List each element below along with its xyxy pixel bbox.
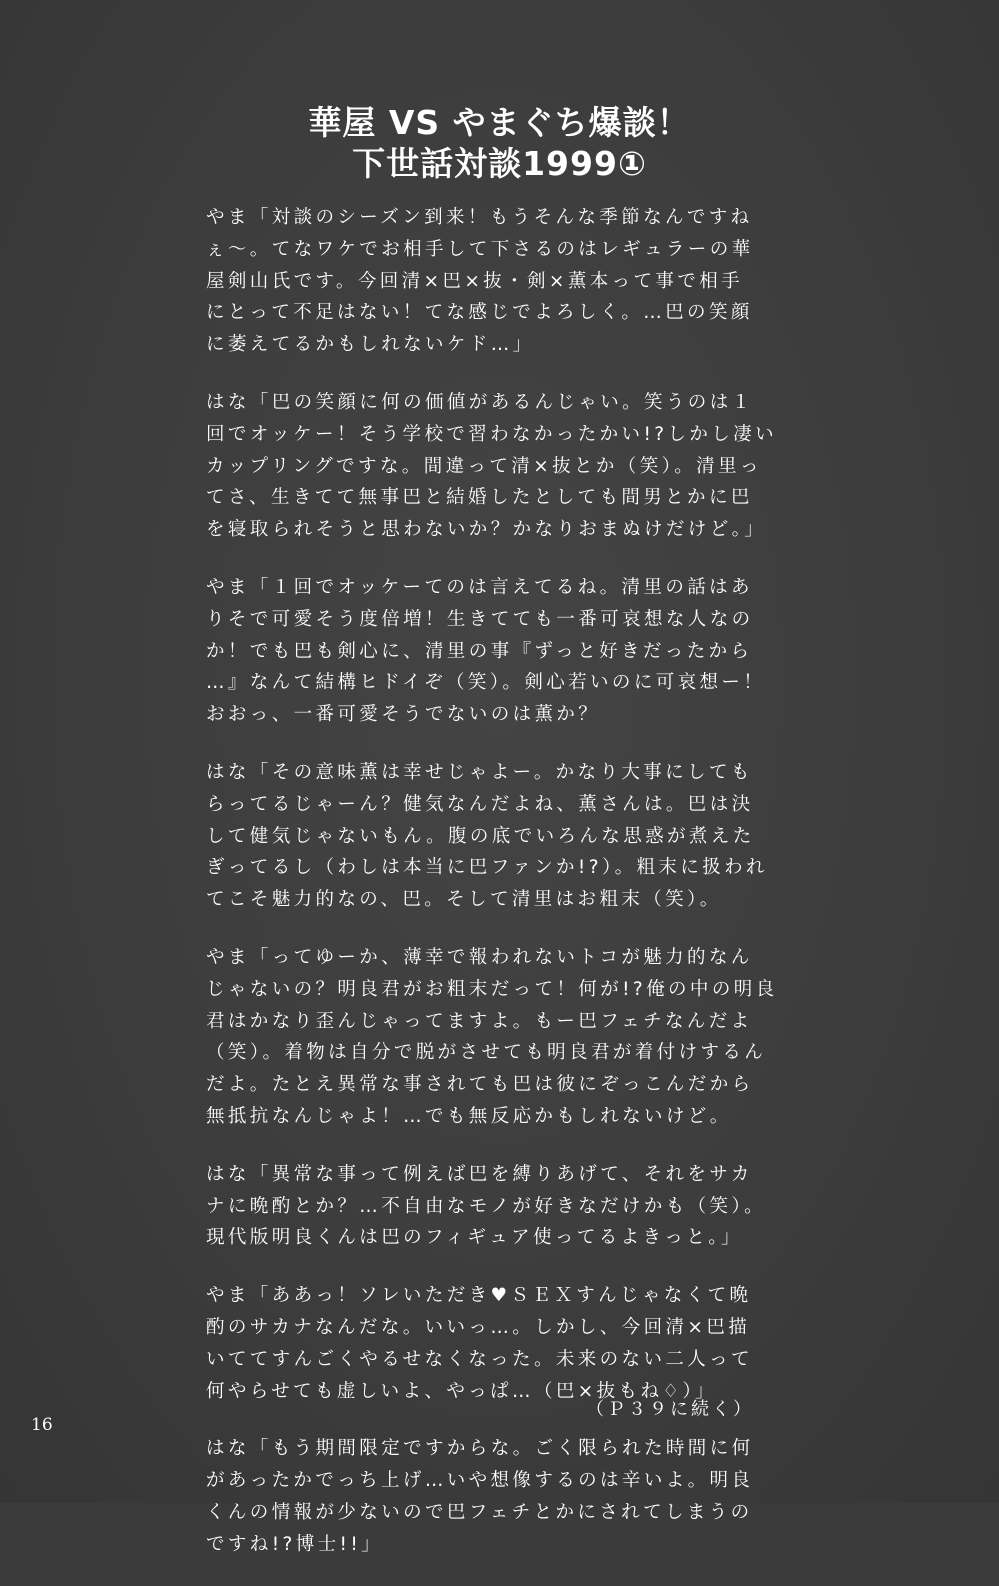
paragraph-line: にとって不足はない！てな感じでよろしく。…巴の笑顔 <box>206 302 753 324</box>
paragraph-line: か！でも巴も剣心に、清里の事『ずっと好きだったから <box>206 640 753 662</box>
paragraph-line: てさ、生きてて無事巴と結婚したとしても間男とかに巴 <box>206 487 753 509</box>
paragraph-line: はな「もう期間限定ですからな。ごく限られた時間に何 <box>206 1438 754 1460</box>
paragraph-line: だよ。たとえ異常な事されても巴は彼にぞっこんだから <box>206 1074 754 1096</box>
paragraph-line: して健気じゃないもん。腹の底でいろんな思惑が煮えた <box>206 825 755 847</box>
continued-note: （Ｐ３９に続く） <box>586 1399 754 1420</box>
paragraph-line: はな「その意味薫は幸せじゃよー。かなり大事にしても <box>206 761 753 783</box>
dialogue-paragraph <box>206 942 778 1133</box>
dialogue-paragraph <box>206 757 766 916</box>
paragraph-line: やま「１回でオッケーてのは言えてるね。清里の話はあ <box>206 576 753 598</box>
dialogue-paragraph <box>206 1159 766 1254</box>
article-body <box>206 202 778 1586</box>
dialogue-paragraph <box>206 202 766 361</box>
dialogue-paragraph <box>206 572 766 731</box>
dialogue-paragraph <box>206 1280 766 1407</box>
paragraph-line: ですね!?博士!!」 <box>206 1533 384 1555</box>
paragraph-line: てこそ魅力的なの、巴。そして清里はお粗末（笑）。 <box>206 889 722 911</box>
paragraph-line: に萎えてるかもしれないケド…」 <box>206 334 535 356</box>
paragraph-line: はな「巴の笑顔に何の価値があるんじゃい。笑うのは１ <box>206 391 754 413</box>
paragraph-line: りそで可愛そう度倍増！生きてても一番可哀想な人なの <box>206 608 754 630</box>
paragraph-line: 酌のサカナなんだな。いいっ…。しかし、今回清×巴描 <box>206 1316 751 1338</box>
title-line-2: 下世話対談1999① <box>352 144 647 183</box>
paragraph-line: 現代版明良くんは巴のフィギュア使ってるよきっと。」 <box>206 1227 743 1249</box>
dialogue-paragraph <box>206 387 777 546</box>
paragraph-line: 無抵抗なんじゃよ！…でも無反応かもしれないけど。 <box>206 1105 732 1127</box>
paragraph-line: 回でオッケー！そう学校で習わなかったかい!?しかし凄い <box>206 423 777 445</box>
paragraph-line: おおっ、一番可愛そうでないのは薫か？ <box>206 704 601 726</box>
paragraph-line: やま「対談のシーズン到来！もうそんな季節なんですね <box>206 207 753 228</box>
paragraph-line: を寝取られそうと思わないか？かなりおまぬけだけど。」 <box>206 519 767 541</box>
paragraph-line: くんの情報が少ないので巴フェチとかにされてしまうの <box>206 1501 753 1523</box>
page-number: 16 <box>31 1415 53 1435</box>
paragraph-line: いててすんごくやるせなくなった。未来のない二人って <box>206 1348 753 1370</box>
paragraph-line: 屋剣山氏です。今回清×巴×抜・剣×薫本って事で相手 <box>206 270 744 292</box>
paragraph-line: ナに晩酌とか？…不自由なモノが好きなだけかも（笑）。 <box>206 1195 766 1217</box>
paragraph-line: はな「異常な事って例えば巴を縛りあげて、それをサカ <box>206 1163 753 1185</box>
paragraph-line: （笑）。着物は自分で脱がさせても明良君が着付けするん <box>206 1042 767 1064</box>
paragraph-line: らってるじゃーん？健気なんだよね、薫さんは。巴は決 <box>206 793 754 815</box>
dialogue-paragraph <box>206 1433 766 1560</box>
paragraph-line: …』なんて結構ヒドイぞ（笑）。剣心若いのに可哀想ー！ <box>206 672 766 694</box>
paragraph-line: 君はかなり歪んじゃってますよ。もー巴フェチなんだよ <box>206 1010 753 1032</box>
paragraph-line: じゃないの？明良君がお粗末だって！何が!?俺の中の明良 <box>206 978 778 1000</box>
paragraph-line: ぇ〜。てなワケでお相手して下さるのはレギュラーの華 <box>206 238 754 260</box>
title-line-1: 華屋 VS やまぐち爆談！ <box>308 103 691 142</box>
paragraph-line: があったかでっち上げ…いや想像するのは辛いよ。明良 <box>206 1470 754 1492</box>
paragraph-line: カップリングですな。間違って清×抜とか（笑）。清里っ <box>206 455 762 477</box>
paragraph-line: 何やらせても虚しいよ、やっぱ…（巴×抜もね♢）」 <box>206 1380 717 1402</box>
paragraph-line: ぎってるし（わしは本当に巴ファンか!?）。粗末に扱われ <box>206 857 768 879</box>
paragraph-line: やま「ってゆーか、薄幸で報われないトコが魅力的なん <box>206 946 753 968</box>
paragraph-line: やま「ああっ！ソレいただき♥ＳＥＸすんじゃなくて晩 <box>206 1285 752 1307</box>
